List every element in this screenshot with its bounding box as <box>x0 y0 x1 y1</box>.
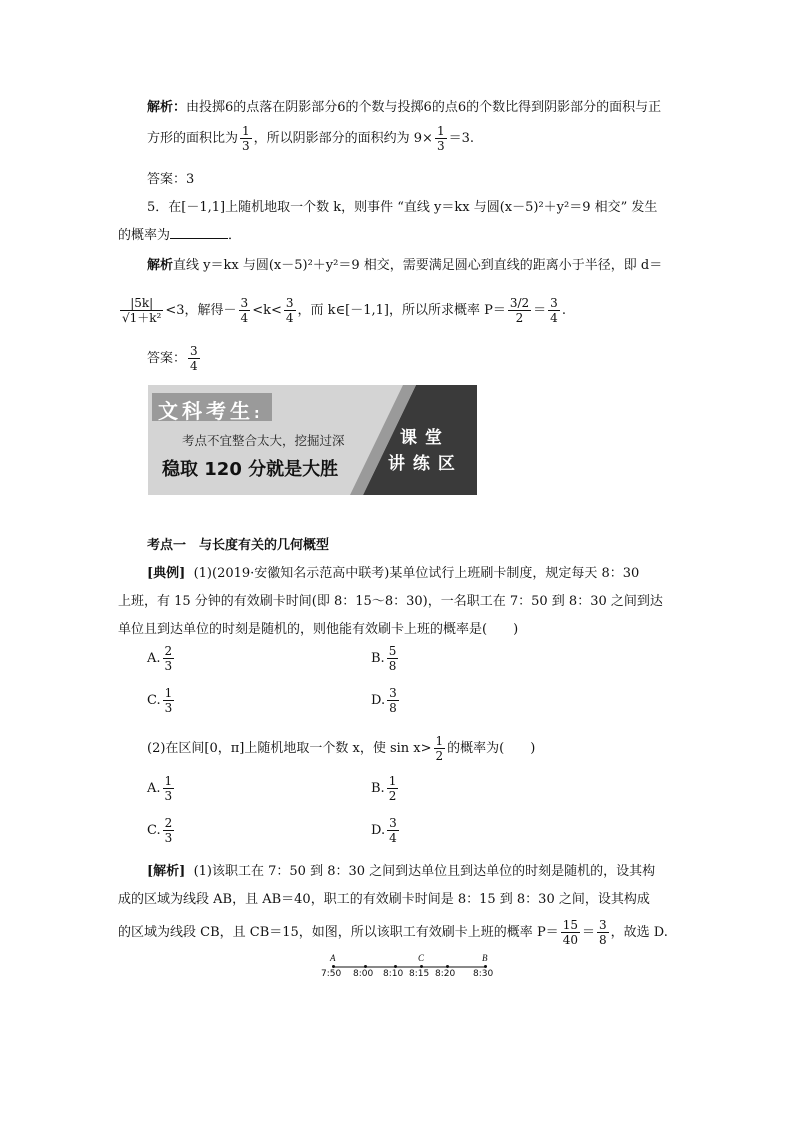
answer-5 <box>147 344 202 373</box>
text: <k< <box>252 303 282 318</box>
denominator: 8 <box>388 659 397 673</box>
numerator: 3 <box>389 816 397 830</box>
option-key: D. <box>371 693 386 708</box>
denominator: 3 <box>164 701 173 715</box>
text: 方形的面积比为 <box>147 131 239 146</box>
denominator: 2 <box>515 311 524 325</box>
tick-mark <box>484 965 487 968</box>
numerator: 15 <box>562 918 578 932</box>
fraction <box>284 296 296 325</box>
tick-label: 8:15 <box>409 969 430 979</box>
text: ，而 k∈[－1,1]，所以所求概率 P＝ <box>297 303 506 318</box>
numerator: 2 <box>164 644 173 658</box>
tick-label: 8:00 <box>353 969 374 979</box>
fraction <box>387 686 399 715</box>
option-a[interactable] <box>147 644 176 673</box>
denominator: 4 <box>240 311 249 325</box>
point-label: B <box>482 953 488 963</box>
solution-text: 直线 y＝kx 与圆(x－5)²＋y²＝9 相交，需要满足圆心到直线的距离小于半径，即 d＝ <box>173 258 663 273</box>
numerator: 1 <box>242 124 250 138</box>
question-5-line1 <box>147 196 657 215</box>
tick-mark <box>332 965 335 968</box>
option-key: A. <box>147 781 161 796</box>
fraction <box>548 296 560 325</box>
denominator: 2 <box>388 789 397 803</box>
option-key: B. <box>371 781 385 796</box>
answer-blank <box>170 224 228 239</box>
fraction <box>387 816 399 845</box>
solution-5-line2 <box>118 296 566 325</box>
fraction <box>508 296 531 325</box>
tick-label: 7:50 <box>321 969 342 979</box>
numerator: 3 <box>598 918 607 932</box>
answer-label: 答案： <box>147 351 187 366</box>
option-b[interactable] <box>371 644 400 673</box>
option-a-2[interactable] <box>147 774 176 803</box>
analysis-line3 <box>118 918 668 947</box>
question-text: 的概率为 <box>118 228 171 243</box>
fraction <box>163 774 175 803</box>
denominator: 3 <box>164 659 173 673</box>
analysis-text: ，故选 D. <box>610 925 668 940</box>
numerator: 2 <box>164 816 173 830</box>
text: ＝ <box>533 303 547 318</box>
question-text: 5．在[－1,1]上随机地取一个数 k，则事件 “直线 y＝kx 与圆(x－5)²＋y²＝9 相交” 发生 <box>147 200 658 215</box>
fraction <box>387 774 399 803</box>
denominator: 4 <box>190 359 198 373</box>
example-line2: 上班，有 15 分钟的有效刷卡时间(即 8：15～8：30)，一名职工在 7：50 到 8：30 之间到达 <box>118 594 663 609</box>
banner-slogan: 稳取 120 分就是大胜 <box>162 459 339 480</box>
question-2 <box>147 734 535 763</box>
fraction <box>163 644 175 673</box>
analysis-line1 <box>147 860 655 879</box>
answer-label: 答案： <box>147 172 187 187</box>
analysis-label: [解析] <box>147 864 186 879</box>
example-text: (1)(2019·安徽知名示范高中联考)某单位试行上班刷卡制度，规定每天 8：30 <box>193 566 640 581</box>
option-d-2[interactable] <box>371 816 401 845</box>
numerator: 1 <box>164 774 173 788</box>
numerator: 3 <box>389 686 397 700</box>
solution-4-line1 <box>147 96 661 115</box>
numerator: 5 <box>388 644 397 658</box>
numerator: 3 <box>240 296 249 310</box>
example-line1 <box>147 562 639 581</box>
fraction <box>188 344 200 373</box>
fraction <box>120 296 163 325</box>
analysis-text: ＝ <box>581 925 595 940</box>
analysis-text: 的区域为线段 CB，且 CB＝15，如图，所以该职工有效刷卡上班的概率 P＝ <box>118 925 559 940</box>
denominator: 4 <box>285 311 294 325</box>
option-key: C. <box>147 823 161 838</box>
solution-4-line2 <box>147 124 474 153</box>
tick-mark <box>446 965 449 968</box>
analysis-text: (1)该职工在 7：50 到 8：30 之间到达单位且到达单位的时刻是随机的，设其构 <box>193 864 656 879</box>
text: ，所以阴影部分的面积约为 9× <box>253 131 433 146</box>
question-text: 的概率为( ) <box>447 741 536 756</box>
denominator: 2 <box>435 749 444 763</box>
fraction <box>435 124 447 153</box>
number-line <box>321 953 495 985</box>
point-label: C <box>418 953 425 963</box>
banner-subtitle: 考点不宜整合太大，挖掘过深 <box>182 433 345 448</box>
banner-title-text: 文科考生 <box>158 399 254 423</box>
solution-label: 解析： <box>147 100 187 115</box>
tick-label: 8:30 <box>473 969 494 979</box>
fraction <box>163 686 175 715</box>
analysis-line2: 成的区域为线段 AB，且 AB＝40，职工的有效刷卡时间是 8：15 到 8：30 之间，设其构成 <box>118 892 650 907</box>
denominator: 8 <box>389 701 397 715</box>
text: ． <box>228 228 242 243</box>
question-5-line2 <box>118 224 241 243</box>
tick-mark <box>420 965 423 968</box>
option-c-2[interactable] <box>147 816 176 845</box>
denominator: 3 <box>436 139 445 153</box>
text: ＝3. <box>448 131 474 146</box>
denominator: 4 <box>389 831 397 845</box>
fraction <box>163 816 175 845</box>
fraction <box>239 296 251 325</box>
answer-value: 3 <box>186 172 195 187</box>
denominator: 3 <box>164 831 173 845</box>
answer-4 <box>147 168 194 187</box>
solution-5-line1 <box>147 254 662 273</box>
numerator: 1 <box>436 124 445 138</box>
option-b-2[interactable] <box>371 774 400 803</box>
example-line3: 单位且到达单位的时刻是随机的，则他能有效刷卡上班的概率是( ) <box>118 622 519 637</box>
fraction <box>561 918 580 947</box>
numerator: 3 <box>550 296 558 310</box>
section-title: 考点一 与长度有关的几何概型 <box>147 538 330 553</box>
denominator: 3 <box>242 139 250 153</box>
numerator: 3 <box>190 344 198 358</box>
tick-label: 8:20 <box>435 969 456 979</box>
section-banner <box>148 385 477 495</box>
denominator: √1＋k² <box>122 311 162 325</box>
numerator: 3 <box>285 296 294 310</box>
text: <3，解得－ <box>165 303 237 318</box>
denominator: 3 <box>164 789 173 803</box>
solution-text: 由投掷6的点落在阴影部分6的个数与投掷6的点6的个数比得到阴影部分的面积与正 <box>186 100 662 115</box>
option-c[interactable] <box>147 686 176 715</box>
solution-label: 解析 <box>147 258 174 273</box>
numerator: 3/2 <box>509 296 530 310</box>
option-key: D. <box>371 823 386 838</box>
fraction <box>240 124 252 153</box>
numerator: 1 <box>435 734 444 748</box>
question-text: (2)在区间[0，π]上随机地取一个数 x，使 sin x> <box>147 741 432 756</box>
banner-right-line1: 课 堂 <box>400 428 443 448</box>
banner-title <box>158 395 264 424</box>
numerator: |5k| <box>120 296 163 311</box>
fraction <box>387 644 399 673</box>
banner-right-line2: 讲 练 区 <box>388 454 456 474</box>
text: . <box>561 303 566 318</box>
fraction <box>434 734 446 763</box>
point-label: A <box>330 953 336 963</box>
option-key: C. <box>147 693 161 708</box>
tick-label: 8:10 <box>383 969 404 979</box>
numerator: 1 <box>388 774 397 788</box>
tick-mark <box>364 965 367 968</box>
fraction <box>597 918 609 947</box>
numerator: 1 <box>164 686 173 700</box>
option-key: A. <box>147 651 161 666</box>
example-label: [典例] <box>147 566 186 581</box>
option-key: B. <box>371 651 385 666</box>
denominator: 4 <box>550 311 558 325</box>
banner-colon: : <box>254 406 264 422</box>
denominator: 40 <box>562 933 578 947</box>
tick-mark <box>394 965 397 968</box>
option-d[interactable] <box>371 686 401 715</box>
denominator: 8 <box>598 933 607 947</box>
